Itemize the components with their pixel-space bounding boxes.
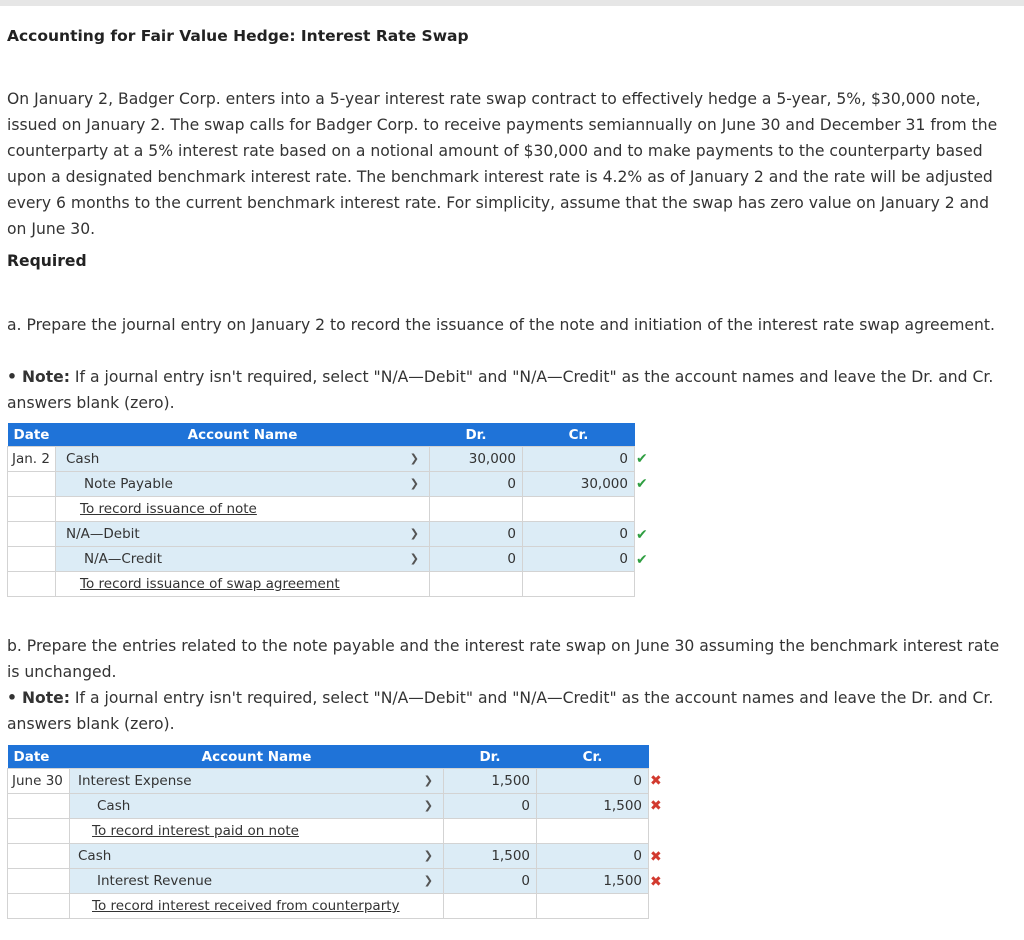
page-title: Accounting for Fair Value Hedge: Interest Rate Swap [7, 27, 469, 45]
credit-cell [537, 819, 649, 844]
table-row [8, 894, 649, 919]
x-mark-icon: ✖ [650, 874, 662, 890]
col-header-dr: Dr. [444, 745, 537, 769]
date-cell: Jan. 2 [8, 447, 56, 472]
table-row [8, 844, 649, 869]
chevron-down-icon: ❯ [423, 774, 433, 787]
debit-input[interactable]: 30,000 [430, 447, 523, 472]
debit-cell [430, 497, 523, 522]
note-text: If a journal entry isn't required, select "N/A—Debit" and "N/A—Credit" as the account names and leave the Dr. and Cr. answers blank (zero). [7, 368, 994, 412]
debit-cell [430, 572, 523, 597]
part-b-question: b. Prepare the entries related to the note payable and the interest rate swap on June 30 assuming the benchmark interest rate is unchanged. [7, 637, 1000, 681]
credit-cell [523, 572, 635, 597]
credit-cell [523, 497, 635, 522]
debit-input[interactable]: 0 [444, 869, 537, 894]
account-select[interactable] [56, 522, 430, 547]
debit-input[interactable]: 1,500 [444, 769, 537, 794]
account-value: N/A—Credit [84, 551, 162, 567]
entry-description [70, 894, 444, 919]
chevron-down-icon: ❯ [409, 452, 419, 465]
check-icon: ✔ [636, 527, 648, 543]
account-value: Note Payable [84, 476, 173, 492]
date-cell [8, 497, 56, 522]
date-cell [8, 819, 70, 844]
check-icon: ✔ [636, 476, 648, 492]
date-cell [8, 869, 70, 894]
part-b-note [7, 685, 1012, 737]
chevron-down-icon: ❯ [423, 849, 433, 862]
table-row [8, 769, 649, 794]
account-value: Interest Expense [78, 773, 192, 789]
date-cell [8, 794, 70, 819]
x-mark-icon: ✖ [650, 773, 662, 789]
bullet: • [7, 368, 17, 386]
account-value: Cash [78, 848, 112, 864]
debit-input[interactable]: 0 [430, 472, 523, 497]
part-a-note [7, 364, 1012, 416]
account-select[interactable] [70, 869, 444, 894]
chevron-down-icon: ❯ [409, 552, 419, 565]
col-header-date: Date [8, 745, 70, 769]
entry-description [56, 497, 430, 522]
description-text: To record issuance of swap agreement [80, 576, 340, 592]
journal-table-b [7, 745, 649, 919]
account-value: Interest Revenue [97, 873, 213, 889]
problem-statement: On January 2, Badger Corp. enters into a 5-year interest rate swap contract to effectively hedge a 5-year, 5%, $30,000 note, issued on January 2. The swap calls for Badger Corp. to receive payments semiannually on June 30 and December 31 from the counterparty at a 5% interest rate based on a notional amount of $30,000 and to make payments to the counterparty based upon a designated benchmark interest rate. The benchmark interest rate is 4.2% as of January 2 and the rate will be adjusted every 6 months to the current benchmark interest rate. For simplicity, assume that the swap has zero value on January 2 and on June 30. [7, 90, 998, 238]
credit-input[interactable]: 0 [523, 547, 635, 572]
col-header-date: Date [8, 423, 56, 447]
table-row [8, 497, 635, 522]
check-icon: ✔ [636, 552, 648, 568]
debit-cell [444, 894, 537, 919]
table-row [8, 447, 635, 472]
date-cell [8, 894, 70, 919]
account-select[interactable] [56, 547, 430, 572]
x-mark-icon: ✖ [650, 849, 662, 865]
debit-input[interactable]: 1,500 [444, 844, 537, 869]
debit-cell [444, 819, 537, 844]
chevron-down-icon: ❯ [423, 799, 433, 812]
credit-input[interactable]: 0 [523, 447, 635, 472]
note-label: Note: [21, 368, 70, 386]
account-select[interactable] [70, 844, 444, 869]
date-cell [8, 844, 70, 869]
account-select[interactable] [70, 794, 444, 819]
entry-description [70, 819, 444, 844]
col-header-account: Account Name [56, 423, 430, 447]
table-row [8, 472, 635, 497]
col-header-cr: Cr. [523, 423, 635, 447]
account-value: Cash [66, 451, 100, 467]
note-text: If a journal entry isn't required, select "N/A—Debit" and "N/A—Credit" as the account names and leave the Dr. and Cr. answers blank (zero). [7, 689, 994, 733]
required-label: Required [7, 252, 87, 270]
x-mark-icon: ✖ [650, 798, 662, 814]
account-value: Cash [97, 798, 131, 814]
credit-input[interactable]: 0 [537, 844, 649, 869]
date-cell: June 30 [8, 769, 70, 794]
account-select[interactable] [56, 447, 430, 472]
account-select[interactable] [70, 769, 444, 794]
table-row [8, 547, 635, 572]
debit-input[interactable]: 0 [430, 547, 523, 572]
account-value: N/A—Debit [66, 526, 140, 542]
credit-input[interactable]: 1,500 [537, 794, 649, 819]
chevron-down-icon: ❯ [409, 527, 419, 540]
credit-input[interactable]: 0 [537, 769, 649, 794]
table-row [8, 794, 649, 819]
table-row [8, 869, 649, 894]
credit-cell [537, 894, 649, 919]
note-label: Note: [21, 689, 70, 707]
description-text: To record issuance of note [80, 501, 257, 517]
date-cell [8, 547, 56, 572]
col-header-dr: Dr. [430, 423, 523, 447]
account-select[interactable] [56, 472, 430, 497]
entry-description [56, 572, 430, 597]
table-row [8, 522, 635, 547]
col-header-cr: Cr. [537, 745, 649, 769]
table-row [8, 572, 635, 597]
top-bar [0, 0, 1024, 6]
date-cell [8, 572, 56, 597]
credit-input[interactable]: 0 [523, 522, 635, 547]
col-header-account: Account Name [70, 745, 444, 769]
journal-table-a [7, 423, 635, 597]
table-row [8, 819, 649, 844]
part-a-question: a. Prepare the journal entry on January 2 to record the issuance of the note and initiation of the interest rate swap agreement. [7, 316, 995, 334]
check-icon: ✔ [636, 451, 648, 467]
debit-input[interactable]: 0 [444, 794, 537, 819]
chevron-down-icon: ❯ [409, 477, 419, 490]
bullet: • [7, 689, 17, 707]
description-text: To record interest received from counterparty [92, 898, 400, 914]
credit-input[interactable]: 1,500 [537, 869, 649, 894]
date-cell [8, 522, 56, 547]
date-cell [8, 472, 56, 497]
chevron-down-icon: ❯ [423, 874, 433, 887]
credit-input[interactable]: 30,000 [523, 472, 635, 497]
debit-input[interactable]: 0 [430, 522, 523, 547]
description-text: To record interest paid on note [92, 823, 299, 839]
